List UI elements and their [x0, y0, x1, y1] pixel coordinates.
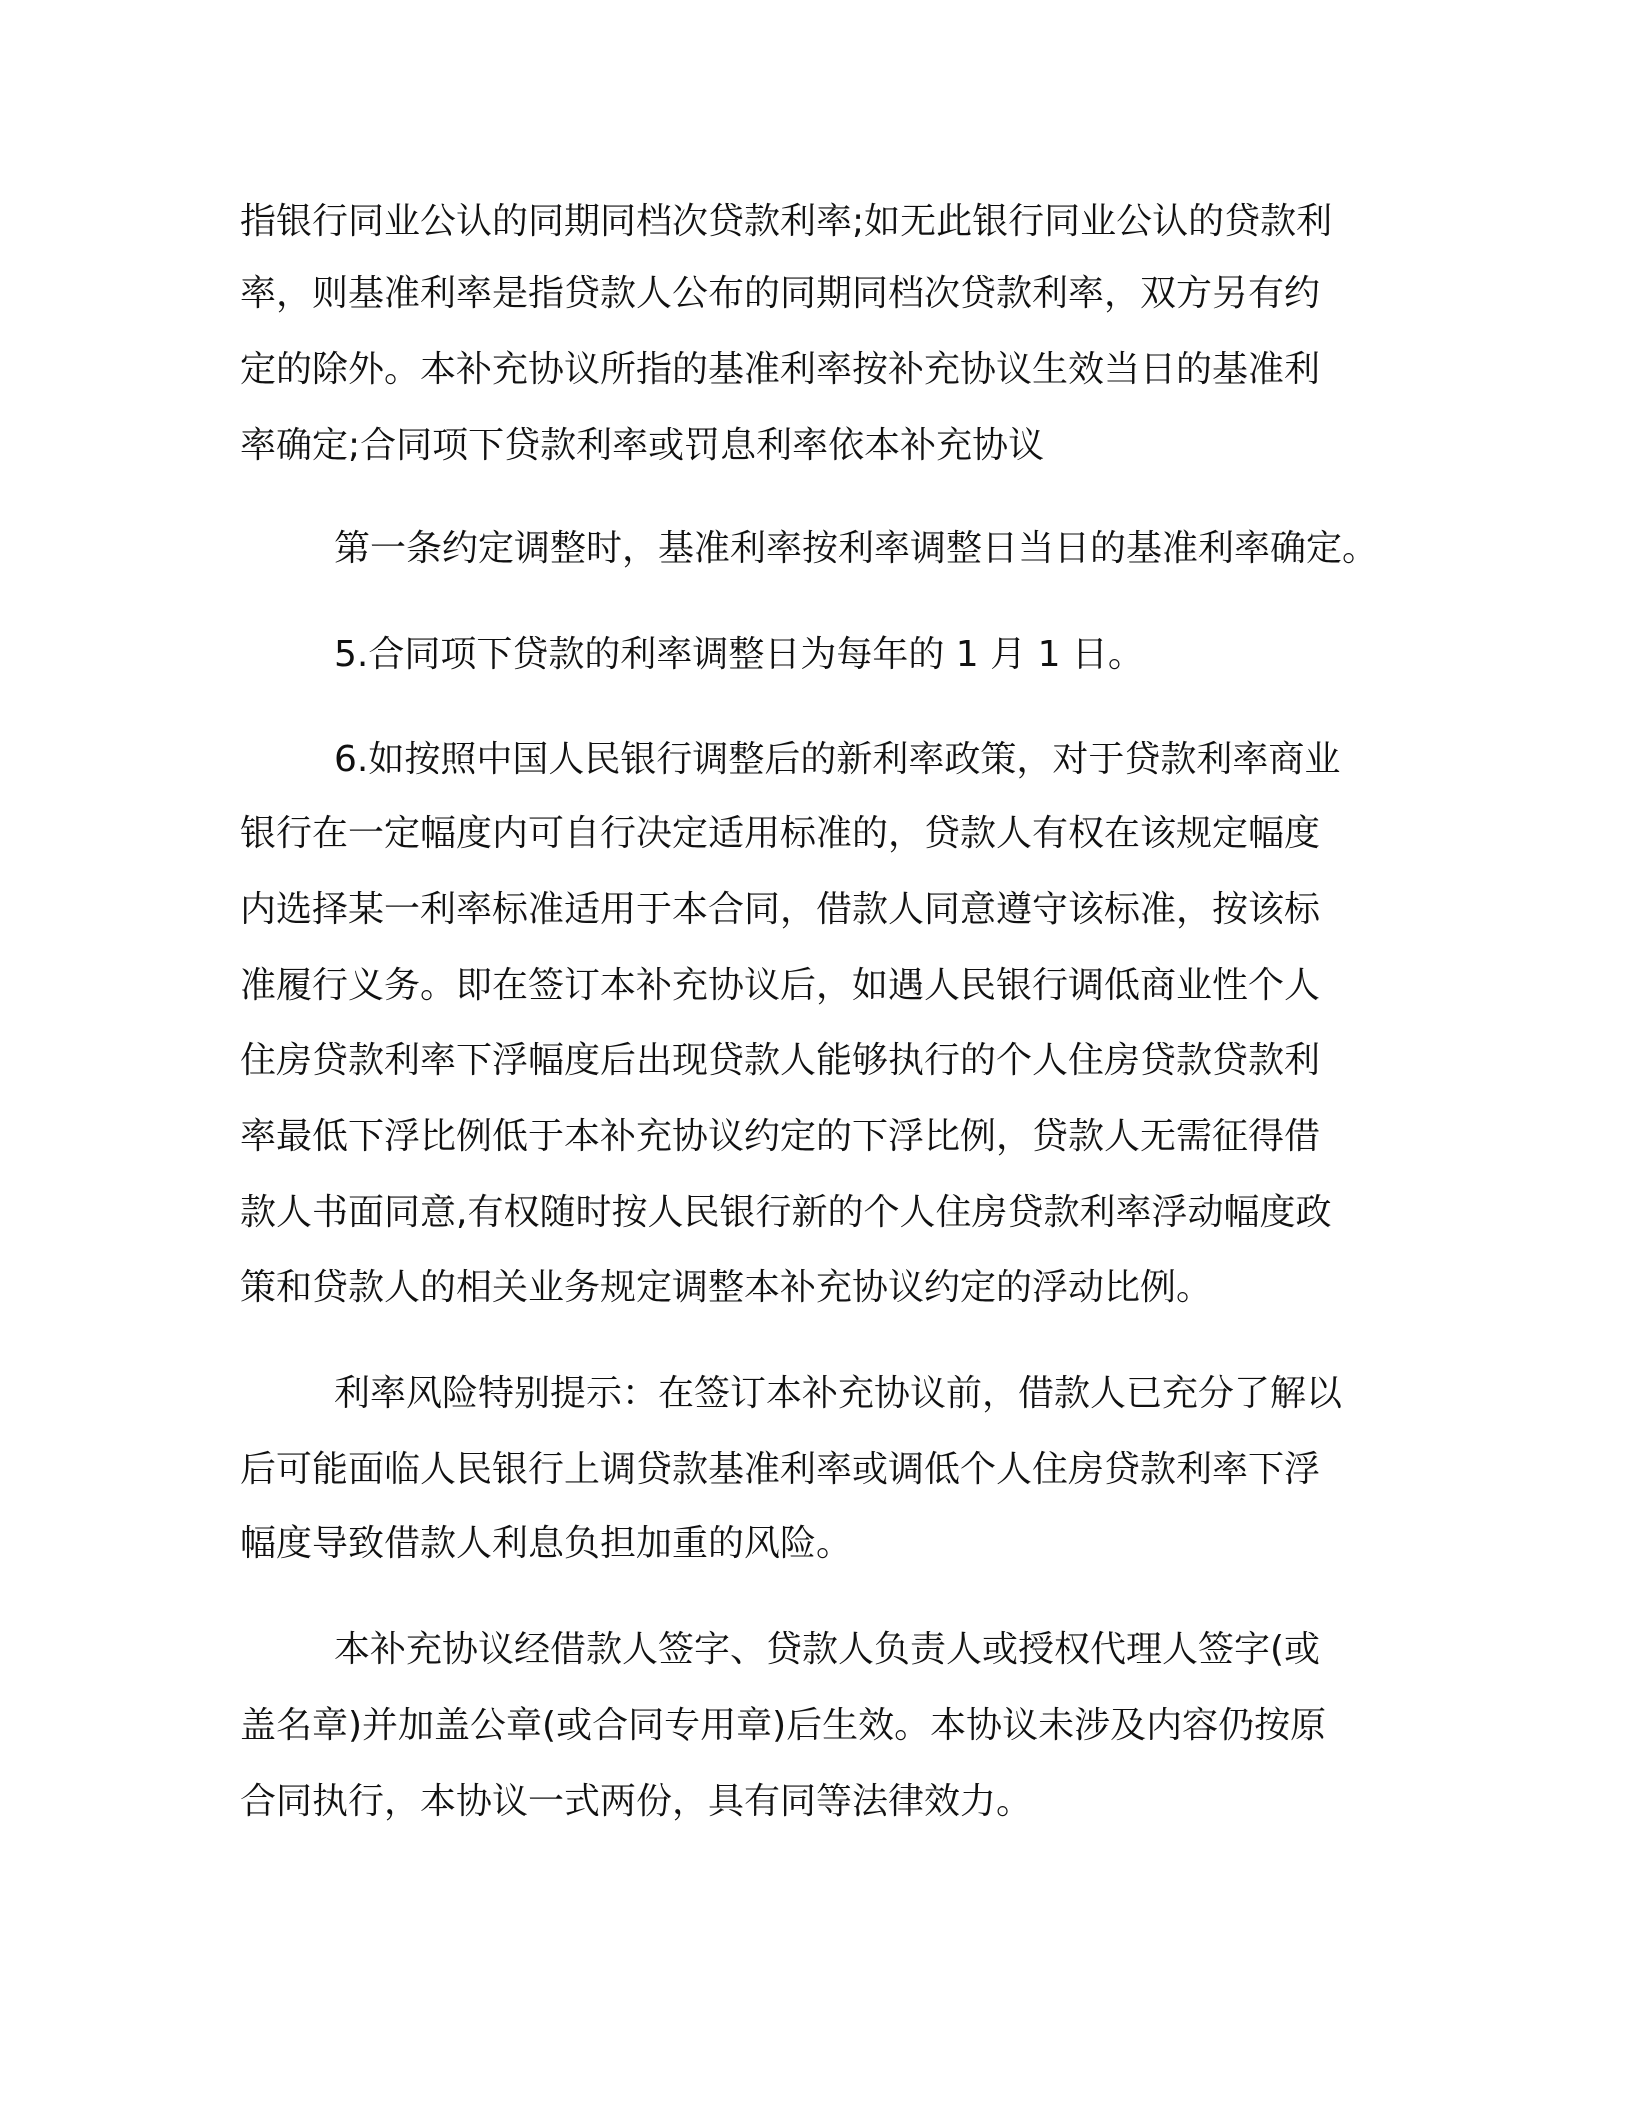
paragraph-line: 本补充协议经借款人签字、贷款人负责人或授权代理人签字(或	[334, 1629, 1321, 1670]
paragraph-line: 率确定;合同项下贷款利率或罚息利率依本补充协议	[240, 425, 1045, 466]
paragraph-line: 准履行义务。即在签订本补充协议后，如遇人民银行调低商业性个人	[240, 965, 1321, 1006]
paragraph-line: 后可能面临人民银行上调贷款基准利率或调低个人住房贷款利率下浮	[240, 1449, 1321, 1490]
paragraph-line: 6.如按照中国人民银行调整后的新利率政策，对于贷款利率商业	[334, 739, 1341, 780]
paragraph-line: 定的除外。本补充协议所指的基准利率按补充协议生效当日的基准利	[240, 349, 1321, 390]
paragraph-line: 银行在一定幅度内可自行决定适用标准的，贷款人有权在该规定幅度	[240, 813, 1321, 854]
paragraph-line: 盖名章)并加盖公章(或合同专用章)后生效。本协议未涉及内容仍按原	[240, 1705, 1327, 1746]
paragraph-line: 5.合同项下贷款的利率调整日为每年的 1 月 1 日。	[334, 634, 1144, 675]
paragraph-line: 合同执行，本协议一式两份，具有同等法律效力。	[240, 1781, 1033, 1822]
paragraph-line: 率，则基准利率是指贷款人公布的同期同档次贷款利率，双方另有约	[240, 273, 1321, 314]
paragraph-line: 率最低下浮比例低于本补充协议约定的下浮比例，贷款人无需征得借	[240, 1116, 1321, 1157]
paragraph-line: 指银行同业公认的同期同档次贷款利率;如无此银行同业公认的贷款利	[240, 201, 1333, 242]
paragraph-line: 住房贷款利率下浮幅度后出现贷款人能够执行的个人住房贷款贷款利	[240, 1040, 1321, 1081]
paragraph-line: 利率风险特别提示：在签订本补充协议前，借款人已充分了解以	[334, 1373, 1343, 1414]
paragraph-line: 第一条约定调整时，基准利率按利率调整日当日的基准利率确定。	[334, 528, 1379, 569]
paragraph-line: 款人书面同意,有权随时按人民银行新的个人住房贷款利率浮动幅度政	[240, 1192, 1332, 1233]
paragraph-line: 幅度导致借款人利息负担加重的风险。	[240, 1523, 853, 1564]
paragraph-line: 内选择某一利率标准适用于本合同，借款人同意遵守该标准，按该标	[240, 889, 1321, 930]
paragraph-line: 策和贷款人的相关业务规定调整本补充协议约定的浮动比例。	[240, 1267, 1213, 1308]
